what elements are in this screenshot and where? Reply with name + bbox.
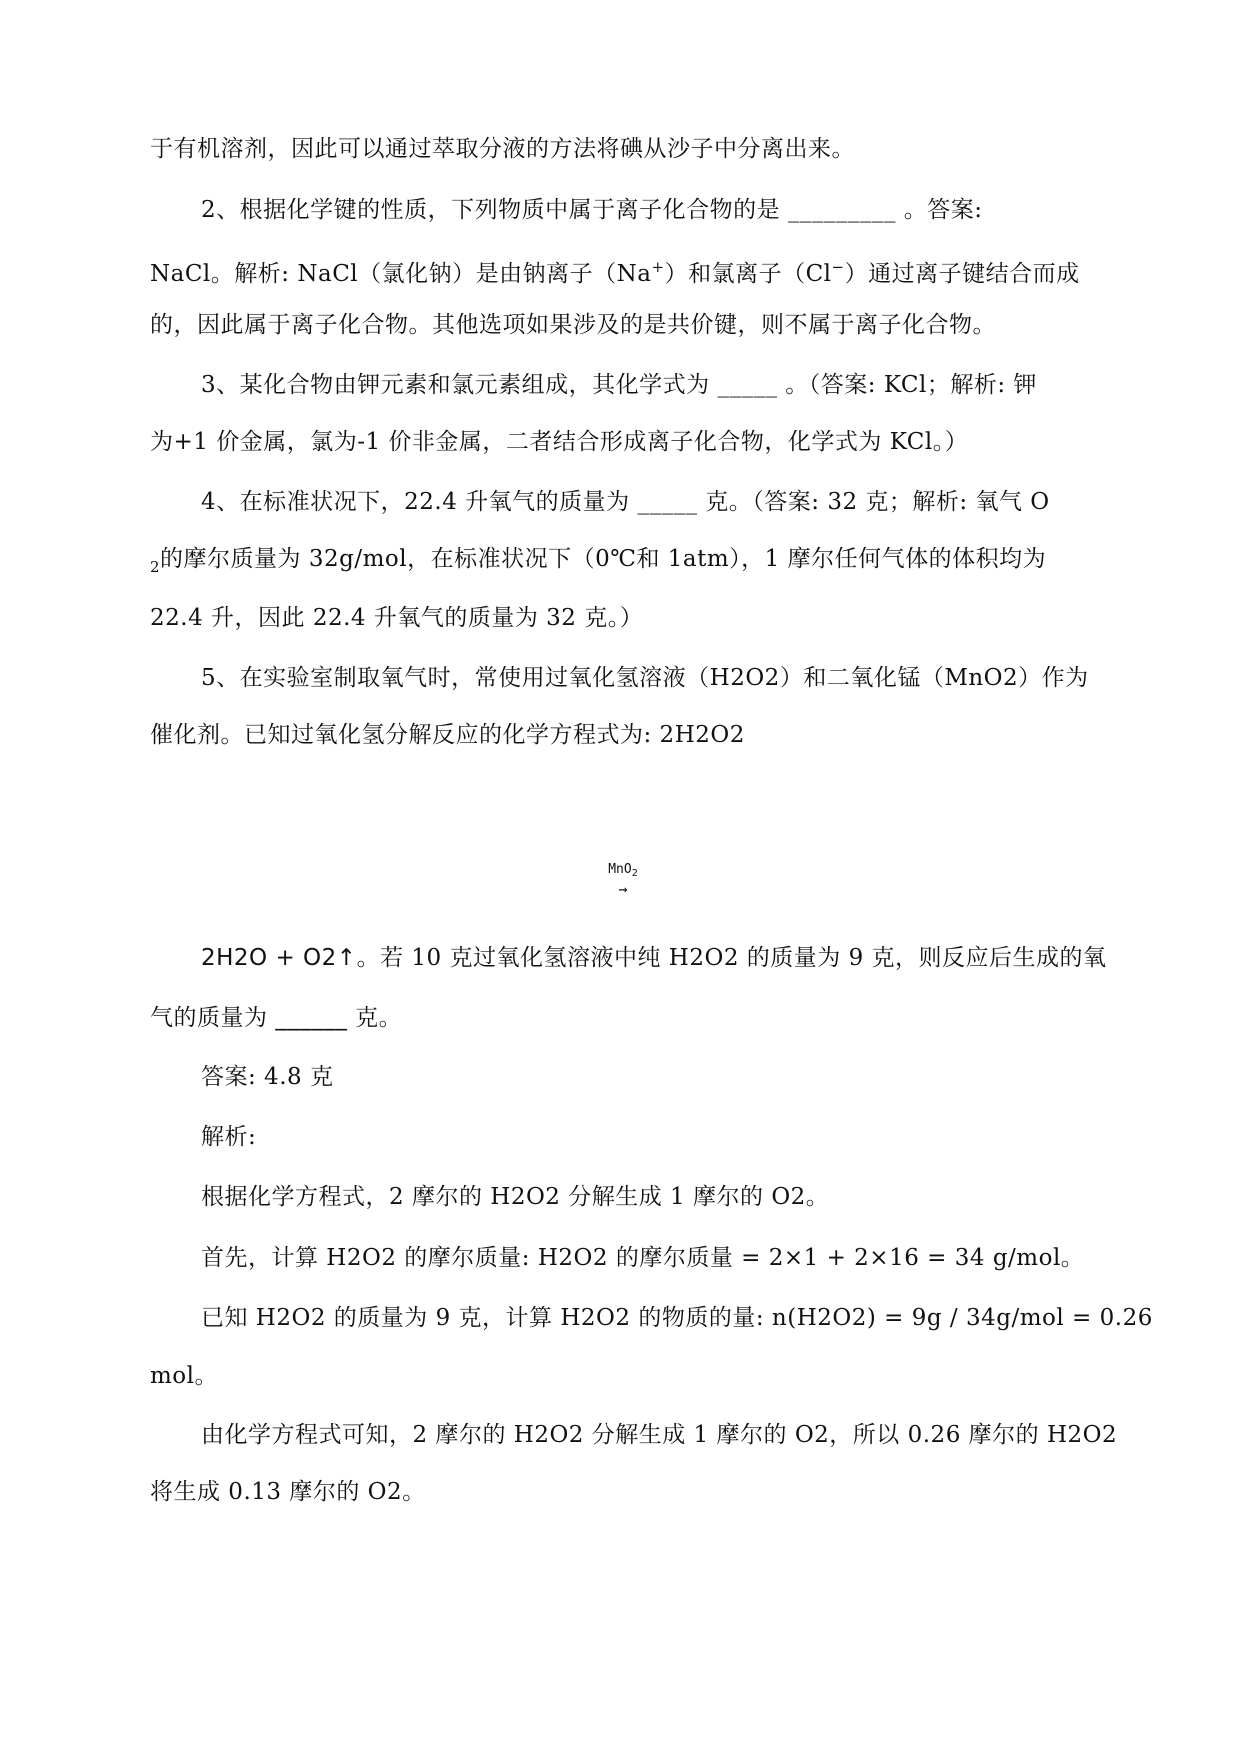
question-3-line-1: 3、某化合物由钾元素和氯元素组成，其化学式为 _____ 。（答案: KCl；解析: 钾 <box>201 372 1037 398</box>
equation-products: 2H2O + O2↑ <box>201 945 357 971</box>
analysis-line-1: 根据化学方程式，2 摩尔的 H2O2 分解生成 1 摩尔的 O2。 <box>201 1184 830 1210</box>
question-5-line-4 <box>150 1003 402 1033</box>
analysis-line-3: 已知 H2O2 的质量为 9 克，计算 H2O2 的物质的量: n(H2O2) = 9g / 34g/mol = 0.26 <box>201 1305 1153 1331</box>
question-2-line-2 <box>150 252 1080 289</box>
question-2-line-1: 2、根据化学键的性质，下列物质中属于离子化合物的是 _________ 。答案: <box>201 197 983 223</box>
question-2-text-a: NaCl。解析: NaCl（氯化钠）是由钠离子（Na <box>150 261 652 287</box>
question-5-line-2: 催化剂。已知过氧化氢分解反应的化学方程式为: 2H2O2 <box>150 722 745 748</box>
text-line-1: 于有机溶剂，因此可以通过萃取分液的方法将碘从沙子中分离出来。 <box>150 136 855 162</box>
question-5-line-3-text: 。若 10 克过氧化氢溶液中纯 H2O2 的质量为 9 克，则反应后生成的氧 <box>356 945 1107 971</box>
analysis-line-2: 首先，计算 H2O2 的摩尔质量: H2O2 的摩尔质量 = 2×1 + 2×16 = 34 g/mol。 <box>201 1245 1085 1271</box>
analysis-line-5: 由化学方程式可知，2 摩尔的 H2O2 分解生成 1 摩尔的 O2，所以 0.26 摩尔的 H2O2 <box>201 1422 1118 1448</box>
question-2-text-b: ）和氯离子（Cl <box>664 261 832 287</box>
question-5-line-4-text: 气的质量为 <box>150 1005 268 1031</box>
catalyst-subscript: 2 <box>631 868 638 879</box>
question-5-line-4-unit: 克。 <box>355 1005 403 1031</box>
question-2-text-c: ）通过离子键结合而成 <box>844 261 1080 287</box>
analysis-line-4: mol。 <box>150 1363 219 1389</box>
question-4-line-3: 22.4 升，因此 22.4 升氧气的质量为 32 克。） <box>150 605 644 631</box>
answer-blank: ______ <box>275 1005 348 1031</box>
catalyst-text: MnO <box>608 862 632 877</box>
right-arrow-icon: → <box>618 880 628 898</box>
question-5-line-3 <box>201 943 1107 973</box>
question-4-line-1: 4、在标准状况下，22.4 升氧气的质量为 _____ 克。（答案: 32 克；解析: 氧气 O <box>201 489 1050 515</box>
question-3-line-2: 为+1 价金属，氯为-1 价非金属，二者结合形成离子化合物，化学式为 KCl。） <box>150 429 969 455</box>
answer-line: 答案: 4.8 克 <box>201 1064 334 1090</box>
cl-minus-superscript: − <box>831 258 845 276</box>
o2-subscript: 2 <box>150 558 161 576</box>
reaction-arrow <box>598 862 648 896</box>
na-plus-superscript: + <box>651 258 665 276</box>
question-5-line-1: 5、在实验室制取氧气时，常使用过氧化氢溶液（H2O2）和二氧化锰（MnO2）作为 <box>201 665 1089 691</box>
question-2-line-3: 的，因此属于离子化合物。其他选项如果涉及的是共价键，则不属于离子化合物。 <box>150 312 996 338</box>
analysis-heading: 解析: <box>201 1124 257 1150</box>
question-4-line-2-text: 的摩尔质量为 32g/mol，在标准状况下（0℃和 1atm），1 摩尔任何气体的体积均为 <box>160 546 1047 572</box>
question-4-line-2 <box>150 544 1046 582</box>
catalyst-label <box>598 862 648 882</box>
analysis-line-6: 将生成 0.13 摩尔的 O2。 <box>150 1479 426 1505</box>
